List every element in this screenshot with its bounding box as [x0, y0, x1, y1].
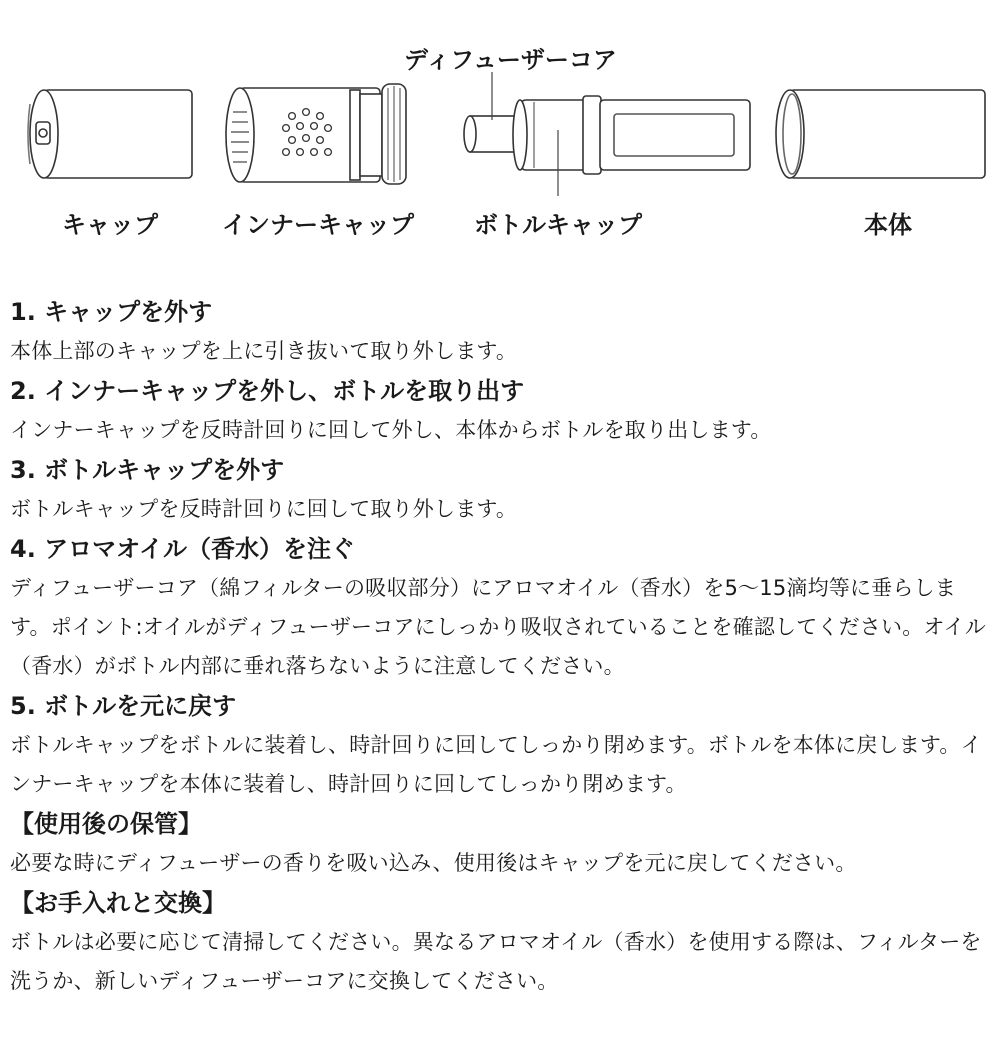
section-text: ボトルは必要に応じて清掃してください。異なるアロマオイル（香水）を使用する際は、フィルターを洗うか、新しいディフューザーコアに交換してください。 [10, 930, 982, 993]
step-4 [10, 529, 995, 686]
cap-illustration [28, 90, 192, 178]
step-1 [10, 292, 995, 371]
parts-diagram [0, 0, 1000, 270]
section-title: 【使用後の保管】 [10, 810, 202, 838]
cap-label: キャップ [62, 211, 158, 239]
instructions [10, 292, 995, 1001]
step-text: 本体上部のキャップを上に引き抜いて取り外します。 [10, 339, 518, 363]
section-title: 【お手入れと交換】 [10, 889, 226, 917]
step-title: 4. アロマオイル（香水）を注ぐ [10, 535, 355, 563]
step-title: 2. インナーキャップを外し、ボトルを取り出す [10, 377, 525, 405]
step-text: ボトルキャップをボトルに装着し、時計回りに回してしっかり閉めます。ボトルを本体に戻します。インナーキャップを本体に装着し、時計回りに回してしっかり閉めます。 [10, 733, 982, 796]
step-text: ディフューザーコア（綿フィルターの吸収部分）にアロマオイル（香水）を5〜15滴均等に垂らします。ポイント:オイルがディフューザーコアにしっかり吸収されていることを確認してください。オイル（香水）がボトル内部に垂れ落ちないように注意してください。 [10, 576, 986, 678]
bottle-cap-illustration [464, 96, 750, 174]
diffuser-core-label: ディフューザーコア [404, 46, 617, 74]
step-title: 3. ボトルキャップを外す [10, 456, 285, 484]
storage-section [10, 804, 995, 883]
inner-cap-label: インナーキャップ [222, 211, 414, 239]
step-title: 5. ボトルを元に戻す [10, 692, 237, 720]
body-illustration [776, 90, 985, 178]
inner-cap-illustration [226, 84, 406, 184]
body-label: 本体 [864, 211, 912, 239]
step-text: インナーキャップを反時計回りに回して外し、本体からボトルを取り出します。 [10, 418, 772, 442]
step-5 [10, 686, 995, 804]
step-2 [10, 371, 995, 450]
step-title: 1. キャップを外す [10, 298, 213, 326]
care-section [10, 883, 995, 1001]
bottle-cap-label: ボトルキャップ [474, 211, 642, 239]
section-text: 必要な時にディフューザーの香りを吸い込み、使用後はキャップを元に戻してください。 [10, 851, 857, 875]
step-3 [10, 450, 995, 529]
step-text: ボトルキャップを反時計回りに回して取り外します。 [10, 497, 518, 521]
